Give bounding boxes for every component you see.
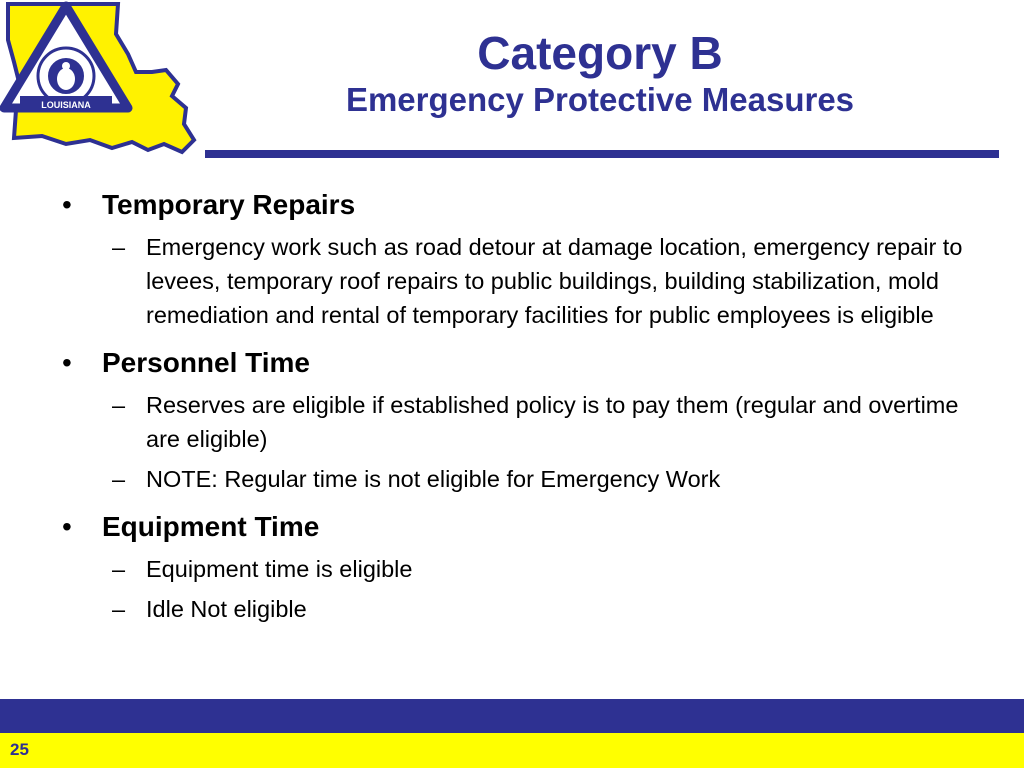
title-block [200,26,1000,120]
dash-icon: – [112,596,126,622]
logo-label: LOUISIANA [41,100,91,110]
dash-icon: – [112,392,126,418]
bullet-heading: Personnel Time [102,347,311,378]
page-subtitle: Emergency Protective Measures [345,81,855,118]
sub-item [62,388,972,456]
footer-band-blue [0,699,1024,733]
page-title: Category B [477,27,723,79]
footer-band-yellow [0,733,1024,768]
sub-list [62,552,972,626]
sub-item-text: Emergency work such as road detour at damage location, emergency repair to levees, temporary roof repairs to public buildings, building stabilization, mold remediation and rental of temporary facilities for public employees is eligible [146,234,963,328]
sub-item [62,462,972,496]
pelican-head [62,62,70,70]
bullet-personnel-time [62,346,972,380]
bullet-list [62,188,972,640]
sub-item-text: Equipment time is eligible [146,556,413,582]
sub-item [62,230,972,332]
title-divider [205,150,999,158]
bullet-icon: • [62,347,72,378]
dash-icon: – [112,466,126,492]
sub-item-text: NOTE: Regular time is not eligible for Emergency Work [146,466,721,492]
pelican-emblem [57,68,75,90]
dash-icon: – [112,234,126,260]
sub-list [62,388,972,496]
dash-icon: – [112,556,126,582]
bullet-equipment-time [62,510,972,544]
sub-item-text: Reserves are eligible if established policy is to pay them (regular and overtime are eligible) [146,392,959,452]
sub-list [62,230,972,332]
louisiana-homeland-security-logo [0,0,200,158]
bullet-heading: Equipment Time [102,511,320,542]
bullet-heading: Temporary Repairs [102,189,356,220]
sub-item-text: Idle Not eligible [146,596,307,622]
bullet-icon: • [62,189,72,220]
sub-item [62,592,972,626]
slide-number: 25 [10,740,29,759]
sub-item [62,552,972,586]
bullet-temporary-repairs [62,188,972,222]
bullet-icon: • [62,511,72,542]
